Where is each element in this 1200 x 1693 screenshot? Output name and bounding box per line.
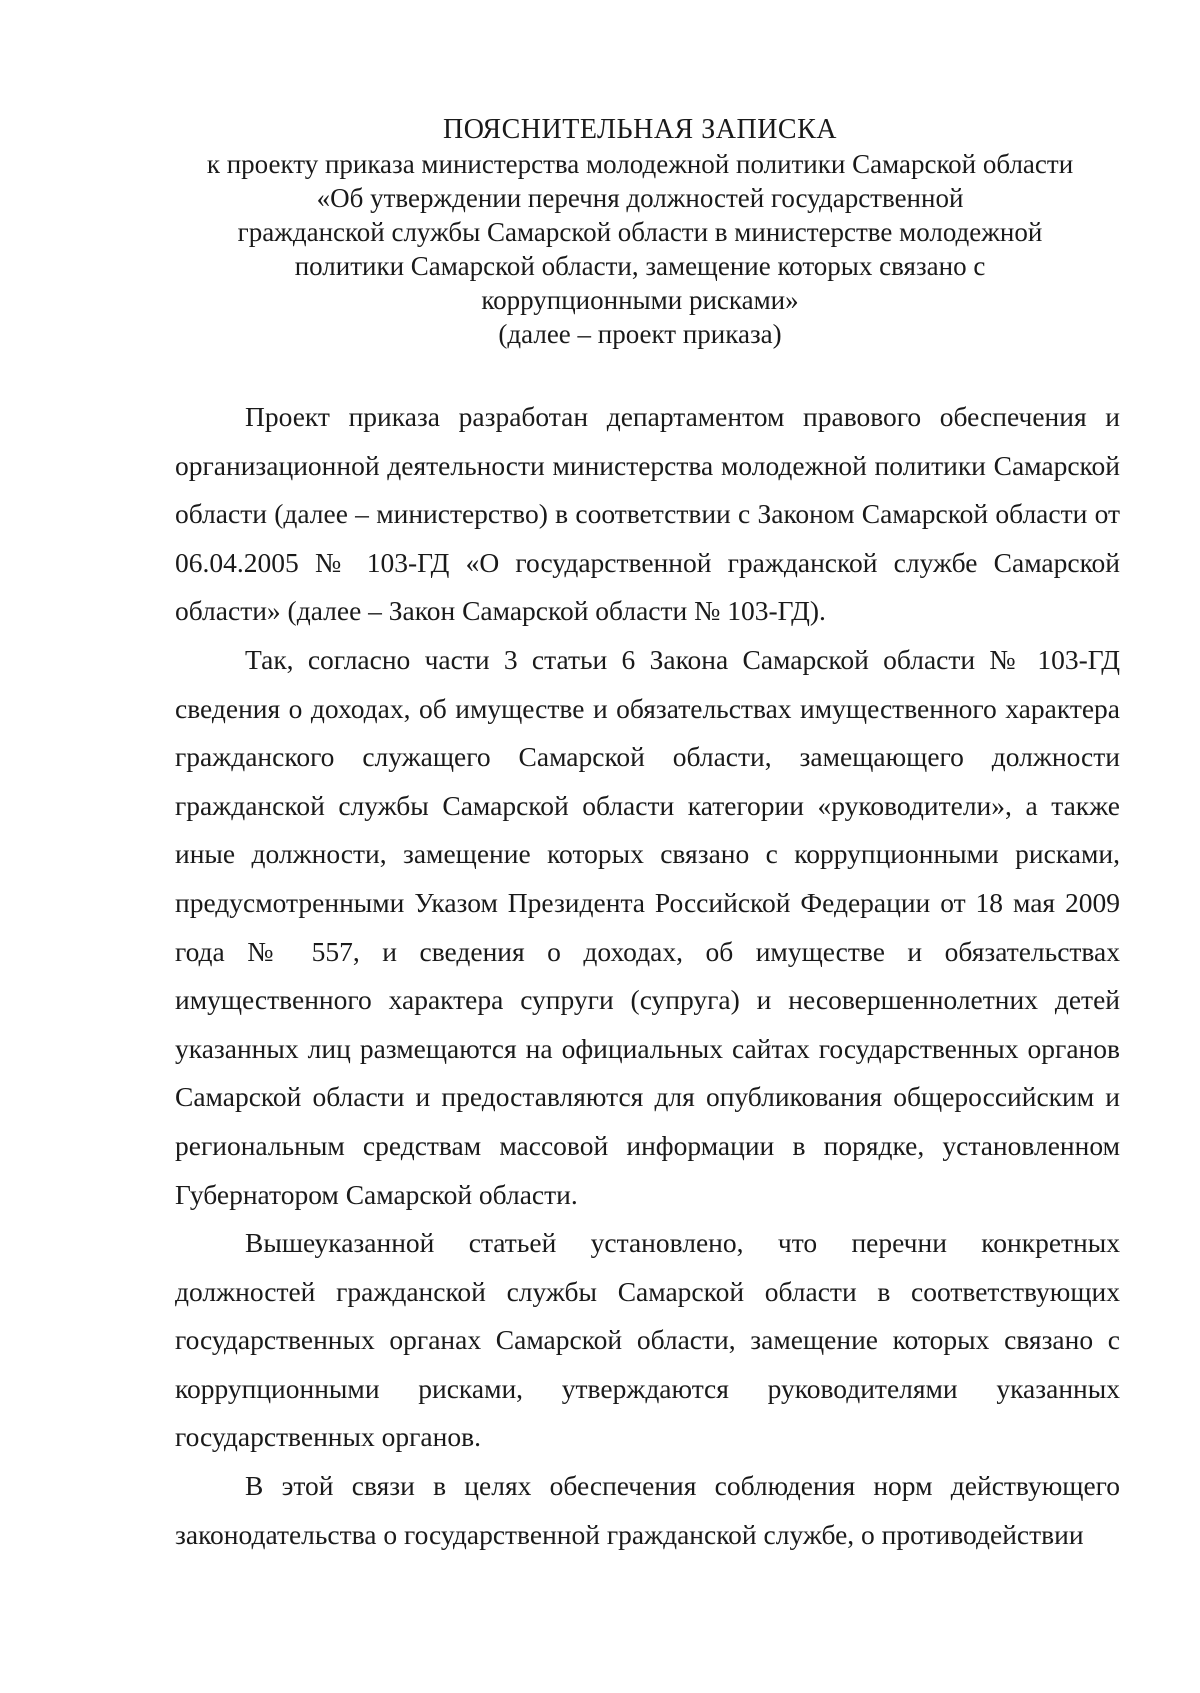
subtitle-line: политики Самарской области, замещение которых связано с [294, 251, 986, 281]
subtitle-line: «Об утверждении перечня должностей государственной [316, 183, 964, 213]
body-paragraph: Вышеуказанной статьей установлено, что перечни конкретных должностей гражданской службы Самарской области в соответствующих государственных органах Самарской области, замещение которых связано с коррупционными рисками, утверждаются руководителями указанных государственных органов. [175, 1227, 1120, 1453]
subtitle-line: к проекту приказа министерства молодежной политики Самарской области [206, 149, 1074, 179]
subtitle-line: (далее – проект приказа) [498, 319, 782, 349]
subtitle-line: коррупционными рисками» [481, 285, 799, 315]
body-paragraph: Так, согласно части 3 статьи 6 Закона Самарской области № 103-ГД сведения о доходах, об имуществе и обязательствах имущественного характера гражданского служащего Самарской области, замещающего должности гражданской службы Самарской области категории «руководители», а также иные должности, замещение которых связано с коррупционными рисками, предусмотренными Указом Президента Российской Федерации от 18 мая 2009 года № 557, и сведения о доходах, об имуществе и обязательствах имущественного характера супруги (супруга) и несовершеннолетних детей указанных лиц размещаются на официальных сайтах государственных органов Самарской области и предоставляются для опубликования общероссийским и региональным средствам массовой информации в порядке, установленном Губернатором Самарской области. [175, 643, 1120, 1210]
body-paragraph: В этой связи в целях обеспечения соблюдения норм действующего законодательства о государственной гражданской службе, о противодействии [175, 1470, 1120, 1550]
body-paragraph: Проект приказа разработан департаментом правового обеспечения и организационной деятельности министерства молодежной политики Самарской области (далее – министерство) в соответствии с Законом Самарской области от 06.04.2005 № 103-ГД «О государственной гражданской службе Самарской области» (далее – Закон Самарской области № 103-ГД). [175, 401, 1120, 627]
subtitle-line: гражданской службы Самарской области в министерстве молодежной [237, 217, 1043, 247]
document-header [160, 112, 1120, 351]
document-title: ПОЯСНИТЕЛЬНАЯ ЗАПИСКА [442, 114, 837, 145]
document-body [175, 393, 1120, 1559]
